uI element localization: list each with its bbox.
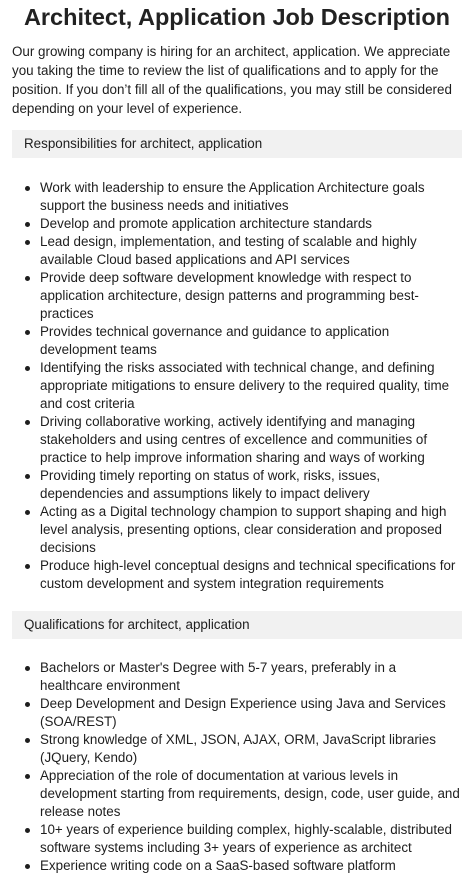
bullet-icon	[25, 864, 30, 869]
bullet-icon	[25, 222, 30, 227]
bullet-icon	[25, 510, 30, 515]
bullet-icon	[25, 186, 30, 191]
responsibilities-heading: Responsibilities for architect, application	[12, 130, 462, 158]
list-item-text: Provide deep software development knowledge with respect to application architecture, design patterns and programming best-practices	[40, 270, 419, 321]
list-item-text: Provides technical governance and guidance to application development teams	[40, 324, 390, 357]
list-item	[12, 215, 462, 233]
list-item	[12, 557, 462, 593]
bullet-icon	[25, 774, 30, 779]
bullet-icon	[25, 240, 30, 245]
list-item-text: Providing timely reporting on status of work, risks, issues, dependencies and assumptions likely to impact delivery	[40, 468, 381, 501]
list-item	[12, 767, 462, 821]
list-item	[12, 179, 462, 215]
qualifications-heading: Qualifications for architect, application	[12, 611, 462, 639]
bullet-icon	[25, 474, 30, 479]
list-item	[12, 659, 462, 695]
bullet-icon	[25, 330, 30, 335]
list-item	[12, 821, 462, 857]
list-item-text: Appreciation of the role of documentation at various levels in development starting from requirements, design, code, user guide, and release notes	[40, 768, 460, 819]
page-title: Architect, Application Job Description	[23, 4, 451, 30]
list-item	[12, 323, 462, 359]
bullet-icon	[25, 702, 30, 707]
list-item-text: Bachelors or Master's Degree with 5-7 years, preferably in a healthcare environment	[40, 660, 397, 693]
list-item-text: Work with leadership to ensure the Application Architecture goals support the business needs and initiatives	[40, 180, 425, 213]
qualifications-list	[12, 659, 462, 875]
list-item-text: Produce high-level conceptual designs and technical specifications for custom development and system integration requirements	[40, 558, 456, 591]
list-item	[12, 269, 462, 323]
list-item-text: Identifying the risks associated with technical change, and defining appropriate mitigations to ensure delivery to the required quality, time and cost criteria	[40, 360, 450, 411]
responsibilities-list	[12, 179, 462, 593]
list-item-text: Strong knowledge of XML, JSON, AJAX, ORM, JavaScript libraries (JQuery, Kendo)	[40, 732, 436, 765]
list-item-text: Develop and promote application architecture standards	[40, 216, 372, 231]
bullet-icon	[25, 420, 30, 425]
list-item	[12, 695, 462, 731]
list-item	[12, 359, 462, 413]
list-item	[12, 467, 462, 503]
bullet-icon	[25, 738, 30, 743]
intro-paragraph: Our growing company is hiring for an architect, application. We appreciate you taking the time to review the list of qualifications and to apply for the position. If you don’t fill all of the qualifications, you may still be considered depending on your level of experience.	[12, 44, 452, 116]
list-item-text: Acting as a Digital technology champion to support shaping and high level analysis, presenting options, clear consideration and proposed decisions	[40, 504, 447, 555]
list-item	[12, 731, 462, 767]
bullet-icon	[25, 828, 30, 833]
list-item-text: Driving collaborative working, actively identifying and managing stakeholders and using centres of excellence and communities of practice to help improve information sharing and ways of working	[40, 414, 428, 465]
list-item-text: Deep Development and Design Experience using Java and Services (SOA/REST)	[40, 696, 446, 729]
bullet-icon	[25, 564, 30, 569]
list-item	[12, 503, 462, 557]
list-item-text: Lead design, implementation, and testing of scalable and highly available Cloud based applications and API services	[40, 234, 417, 267]
list-item	[12, 857, 462, 875]
list-item-text: 10+ years of experience building complex, highly-scalable, distributed software systems including 3+ years of experience as architect	[40, 822, 452, 855]
list-item	[12, 413, 462, 467]
list-item-text: Experience writing code on a SaaS-based software platform	[40, 858, 396, 873]
bullet-icon	[25, 666, 30, 671]
list-item	[12, 233, 462, 269]
bullet-icon	[25, 276, 30, 281]
bullet-icon	[25, 366, 30, 371]
